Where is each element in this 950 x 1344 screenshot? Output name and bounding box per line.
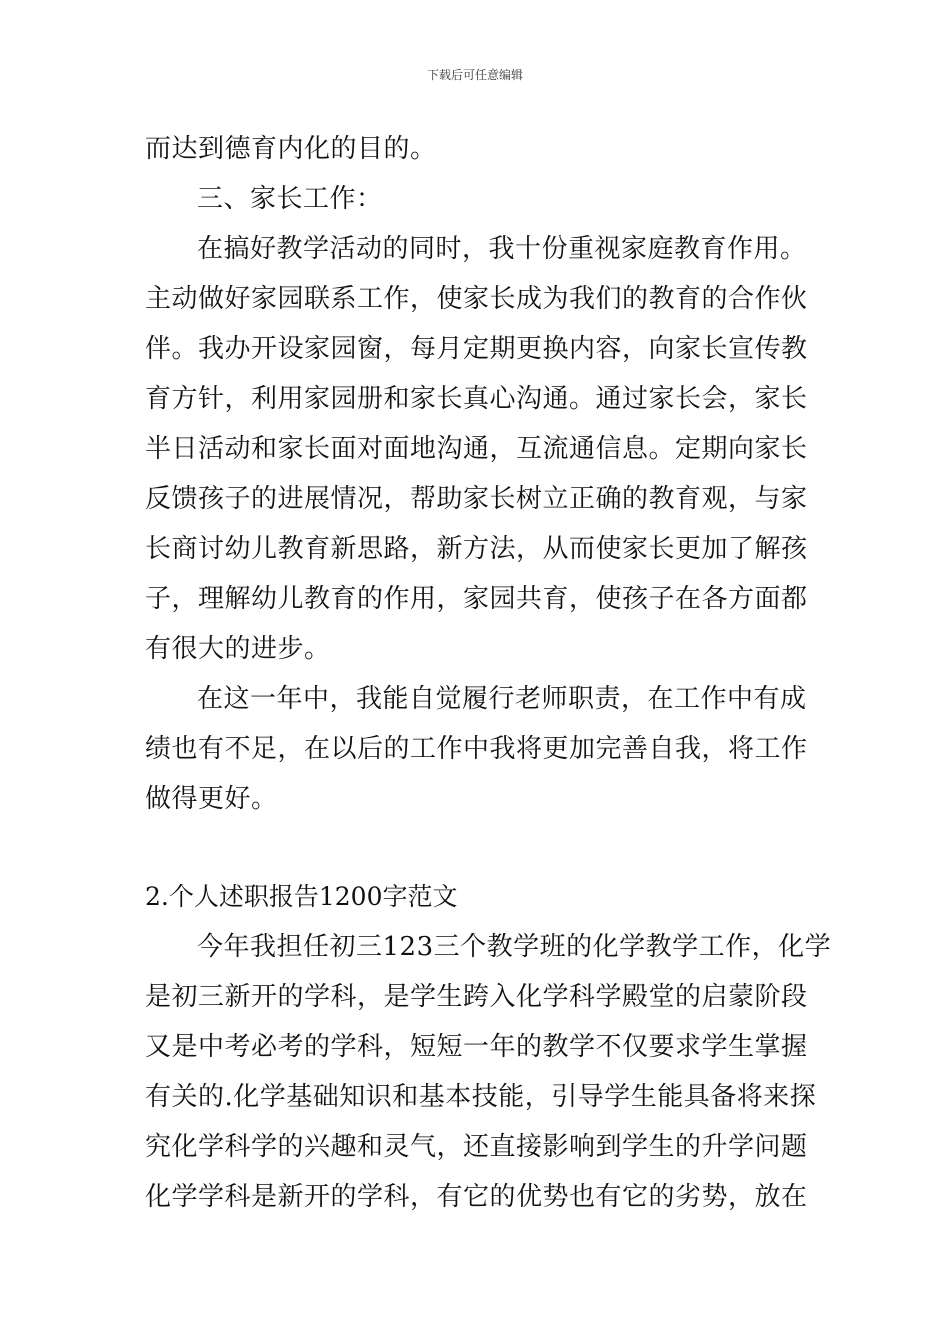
paragraph-line: 是初三新开的学科，是学生跨入化学科学殿堂的启蒙阶段 xyxy=(145,982,808,1012)
section-heading: 三、家长工作： xyxy=(197,184,383,214)
paragraph-line: 主动做好家园联系工作，使家长成为我们的教育的合作伙 xyxy=(145,284,808,314)
paragraph-line: 长商讨幼儿教育新思路，新方法，从而使家长更加了解孩 xyxy=(145,534,808,564)
paragraph-line: 有关的.化学基础知识和基本技能，引导学生能具备将来探 xyxy=(145,1082,817,1112)
paragraph-line: 化学学科是新开的学科，有它的优势也有它的劣势，放在 xyxy=(145,1182,808,1212)
paragraph-line: 在搞好教学活动的同时，我十份重视家庭教育作用。 xyxy=(197,234,807,264)
paragraph-line: 半日活动和家长面对面地沟通，互流通信息。定期向家长 xyxy=(145,434,808,464)
paragraph-line: 今年我担任初三123三个教学班的化学教学工作，化学 xyxy=(197,932,832,962)
paragraph-line: 伴。我办开设家园窗，每月定期更换内容，向家长宣传教 xyxy=(145,334,808,364)
paragraph-line: 做得更好。 xyxy=(145,784,278,814)
paragraph-line: 有很大的进步。 xyxy=(145,634,331,664)
header-note: 下载后可任意编辑 xyxy=(426,68,523,82)
paragraph-line: 绩也有不足，在以后的工作中我将更加完善自我，将工作 xyxy=(145,734,808,764)
paragraph-line: 又是中考必考的学科，短短一年的教学不仅要求学生掌握 xyxy=(145,1032,808,1062)
paragraph-line: 反馈孩子的进展情况，帮助家长树立正确的教育观，与家 xyxy=(145,484,808,514)
paragraph-line: 在这一年中，我能自觉履行老师职责，在工作中有成 xyxy=(197,684,807,714)
section-title: 2.个人述职报告1200字范文 xyxy=(145,882,458,911)
paragraph-line: 而达到德育内化的目的。 xyxy=(145,134,437,164)
paragraph-line: 子，理解幼儿教育的作用，家园共育，使孩子在各方面都 xyxy=(145,584,808,614)
paragraph-line: 究化学科学的兴趣和灵气，还直接影响到学生的升学问题 xyxy=(145,1132,808,1162)
paragraph-line: 育方针，利用家园册和家长真心沟通。通过家长会，家长 xyxy=(145,384,808,414)
